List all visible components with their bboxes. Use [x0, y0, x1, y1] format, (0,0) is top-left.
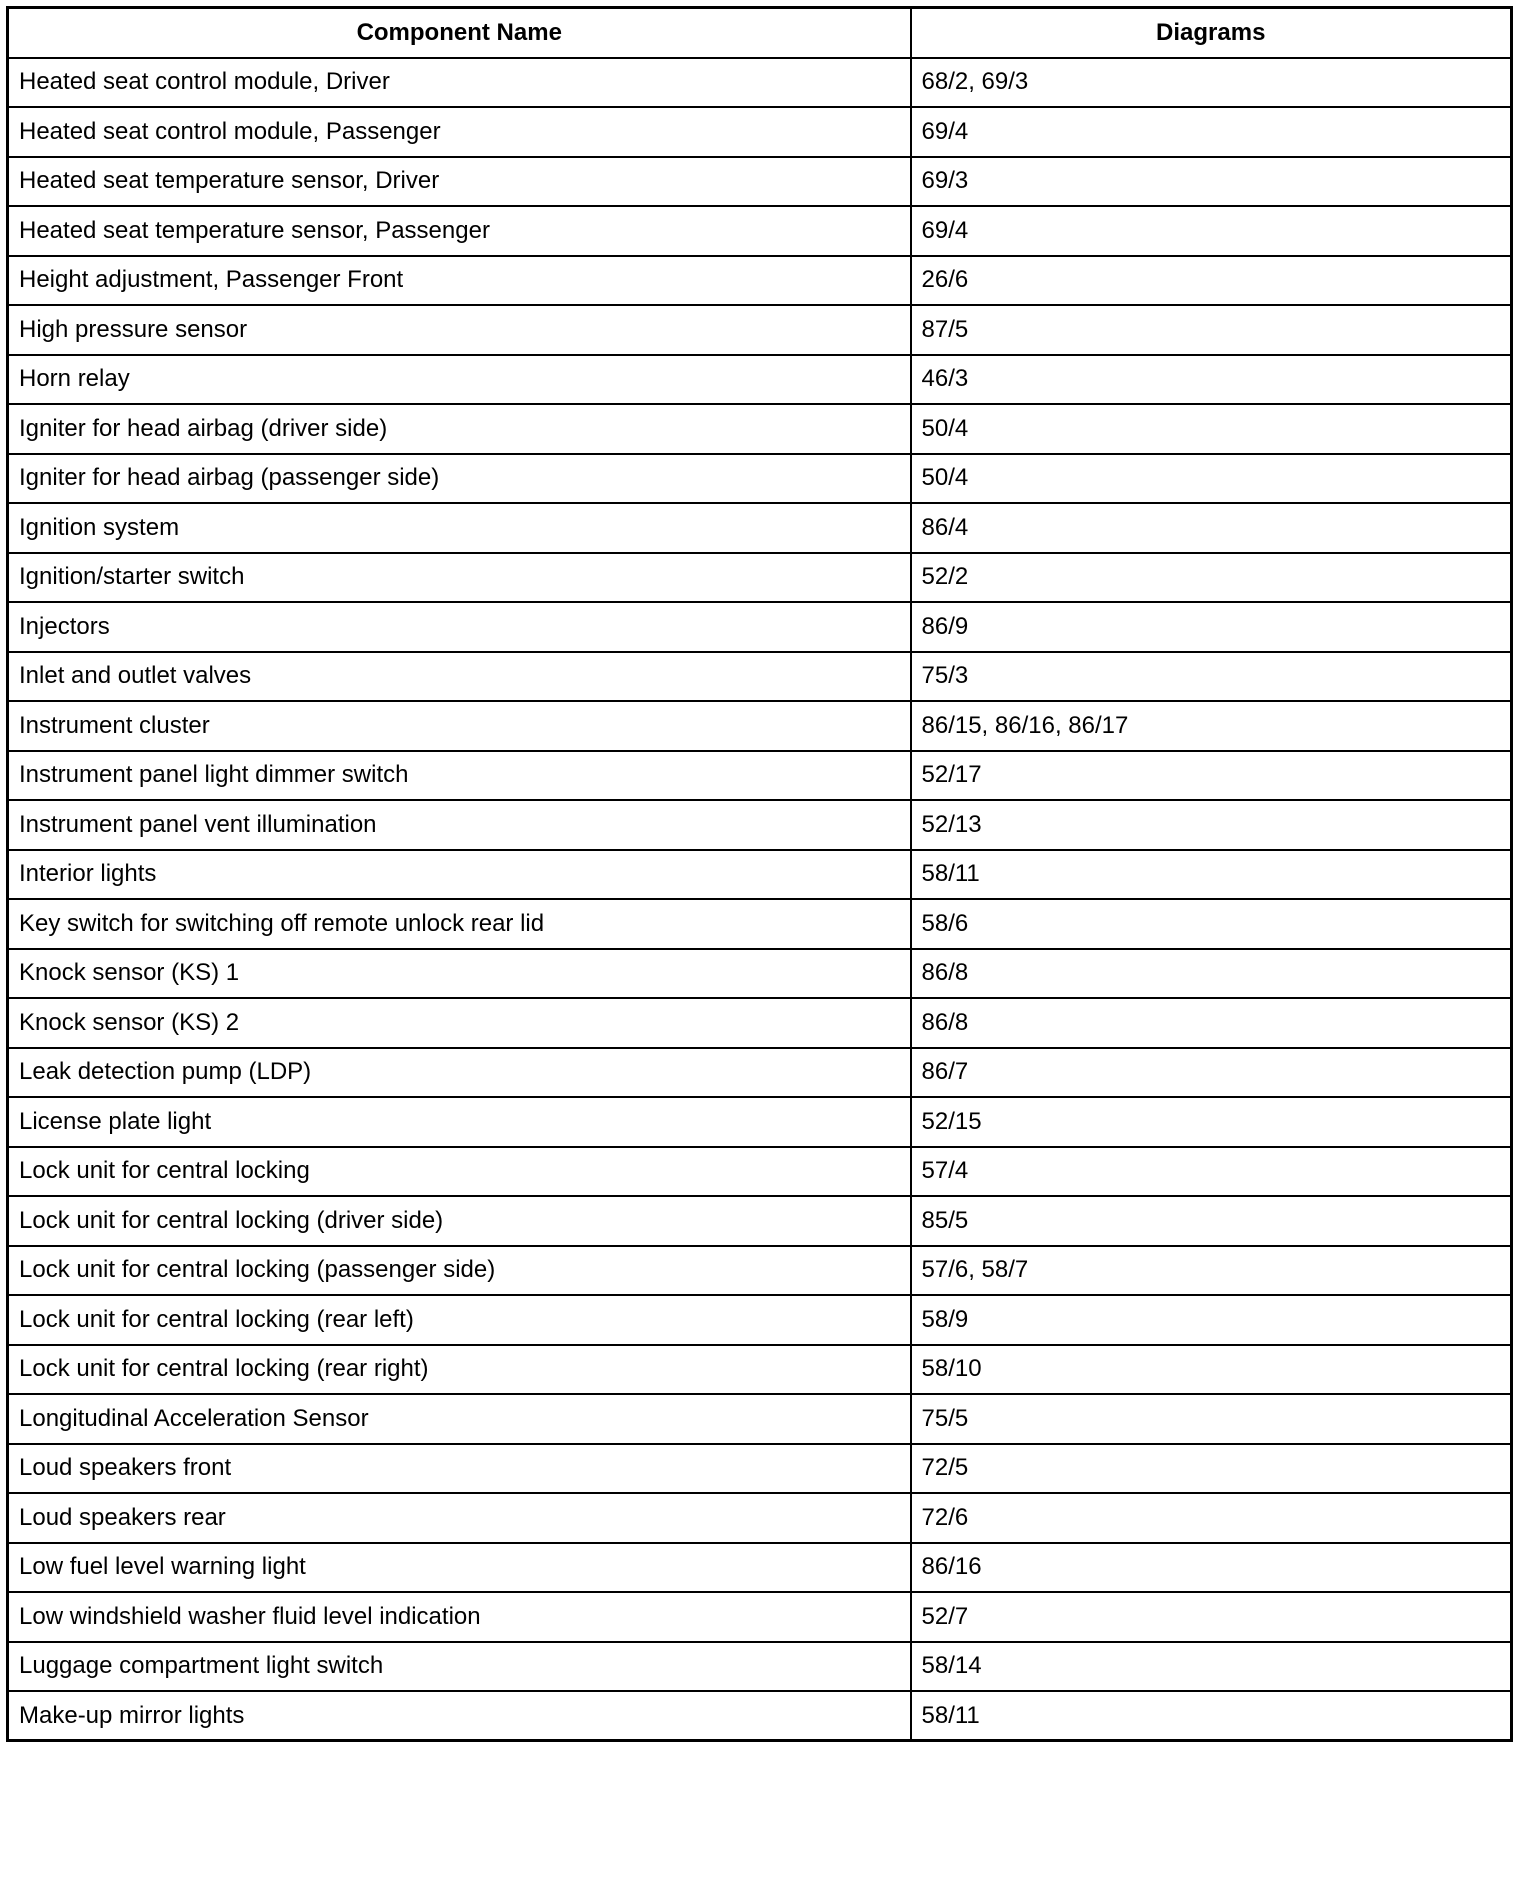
component-name-cell: Ignition/starter switch [8, 553, 911, 603]
table-row [8, 553, 1512, 603]
table-row [8, 949, 1512, 999]
table-row [8, 1543, 1512, 1593]
diagrams-cell: 86/16 [911, 1543, 1512, 1593]
component-name-cell: Heated seat temperature sensor, Driver [8, 157, 911, 207]
diagrams-cell: 68/2, 69/3 [911, 58, 1512, 108]
component-name-cell: Lock unit for central locking (rear left) [8, 1295, 911, 1345]
component-name-cell: Instrument cluster [8, 701, 911, 751]
table-row [8, 899, 1512, 949]
table-row [8, 998, 1512, 1048]
diagrams-cell: 58/14 [911, 1642, 1512, 1692]
table-row [8, 751, 1512, 801]
header-diagrams: Diagrams [911, 8, 1512, 58]
component-name-cell: Lock unit for central locking (rear right) [8, 1345, 911, 1395]
component-name-cell: Igniter for head airbag (passenger side) [8, 454, 911, 504]
table-row [8, 1444, 1512, 1494]
diagrams-cell: 46/3 [911, 355, 1512, 405]
table-row [8, 1196, 1512, 1246]
table-row [8, 107, 1512, 157]
header-row [8, 8, 1512, 58]
diagrams-cell: 87/5 [911, 305, 1512, 355]
diagrams-cell: 69/3 [911, 157, 1512, 207]
table-row [8, 1691, 1512, 1741]
component-name-cell: Low fuel level warning light [8, 1543, 911, 1593]
diagrams-cell: 72/5 [911, 1444, 1512, 1494]
component-name-cell: Heated seat control module, Driver [8, 58, 911, 108]
table-row [8, 1394, 1512, 1444]
component-name-cell: Instrument panel vent illumination [8, 800, 911, 850]
diagrams-cell: 86/4 [911, 503, 1512, 553]
diagrams-cell: 69/4 [911, 206, 1512, 256]
component-name-cell: Make-up mirror lights [8, 1691, 911, 1741]
diagrams-cell: 75/5 [911, 1394, 1512, 1444]
component-name-cell: Injectors [8, 602, 911, 652]
component-name-cell: Key switch for switching off remote unlock rear lid [8, 899, 911, 949]
table-row [8, 1048, 1512, 1098]
diagrams-cell: 69/4 [911, 107, 1512, 157]
diagrams-cell: 86/9 [911, 602, 1512, 652]
table-row [8, 1246, 1512, 1296]
component-name-cell: Knock sensor (KS) 2 [8, 998, 911, 1048]
component-name-cell: License plate light [8, 1097, 911, 1147]
table-row [8, 206, 1512, 256]
table-row [8, 701, 1512, 751]
table-row [8, 58, 1512, 108]
table-row [8, 1345, 1512, 1395]
diagrams-cell: 86/8 [911, 998, 1512, 1048]
component-name-cell: High pressure sensor [8, 305, 911, 355]
component-name-cell: Loud speakers rear [8, 1493, 911, 1543]
table-row [8, 652, 1512, 702]
component-name-cell: Inlet and outlet valves [8, 652, 911, 702]
diagrams-cell: 58/6 [911, 899, 1512, 949]
diagrams-cell: 52/17 [911, 751, 1512, 801]
component-name-cell: Lock unit for central locking [8, 1147, 911, 1197]
diagrams-cell: 75/3 [911, 652, 1512, 702]
table-row [8, 157, 1512, 207]
header-component-name: Component Name [8, 8, 911, 58]
component-name-cell: Lock unit for central locking (driver side) [8, 1196, 911, 1246]
diagrams-cell: 58/11 [911, 850, 1512, 900]
diagrams-cell: 52/7 [911, 1592, 1512, 1642]
component-name-cell: Lock unit for central locking (passenger side) [8, 1246, 911, 1296]
diagrams-cell: 85/5 [911, 1196, 1512, 1246]
diagrams-cell: 72/6 [911, 1493, 1512, 1543]
diagrams-cell: 50/4 [911, 454, 1512, 504]
table-row [8, 256, 1512, 306]
diagrams-cell: 52/2 [911, 553, 1512, 603]
component-name-cell: Horn relay [8, 355, 911, 405]
diagrams-cell: 57/4 [911, 1147, 1512, 1197]
table-row [8, 850, 1512, 900]
table-row [8, 503, 1512, 553]
table-row [8, 1592, 1512, 1642]
diagrams-cell: 86/8 [911, 949, 1512, 999]
diagrams-cell: 50/4 [911, 404, 1512, 454]
component-name-cell: Height adjustment, Passenger Front [8, 256, 911, 306]
table-row [8, 1642, 1512, 1692]
component-name-cell: Knock sensor (KS) 1 [8, 949, 911, 999]
table-row [8, 305, 1512, 355]
diagrams-cell: 58/9 [911, 1295, 1512, 1345]
diagrams-cell: 26/6 [911, 256, 1512, 306]
table-row [8, 454, 1512, 504]
diagrams-cell: 86/15, 86/16, 86/17 [911, 701, 1512, 751]
component-table [6, 6, 1513, 1742]
diagrams-cell: 52/13 [911, 800, 1512, 850]
table-row [8, 800, 1512, 850]
table-row [8, 1493, 1512, 1543]
component-name-cell: Instrument panel light dimmer switch [8, 751, 911, 801]
component-name-cell: Leak detection pump (LDP) [8, 1048, 911, 1098]
component-name-cell: Interior lights [8, 850, 911, 900]
component-name-cell: Igniter for head airbag (driver side) [8, 404, 911, 454]
component-name-cell: Low windshield washer fluid level indication [8, 1592, 911, 1642]
table-row [8, 1295, 1512, 1345]
component-diagram-table [6, 6, 1510, 1742]
component-name-cell: Heated seat temperature sensor, Passenger [8, 206, 911, 256]
table-row [8, 602, 1512, 652]
diagrams-cell: 58/10 [911, 1345, 1512, 1395]
table-row [8, 404, 1512, 454]
component-name-cell: Loud speakers front [8, 1444, 911, 1494]
diagrams-cell: 58/11 [911, 1691, 1512, 1741]
component-name-cell: Heated seat control module, Passenger [8, 107, 911, 157]
component-name-cell: Longitudinal Acceleration Sensor [8, 1394, 911, 1444]
diagrams-cell: 57/6, 58/7 [911, 1246, 1512, 1296]
table-row [8, 355, 1512, 405]
table-row [8, 1147, 1512, 1197]
table-row [8, 1097, 1512, 1147]
table-body [8, 58, 1512, 1741]
component-name-cell: Ignition system [8, 503, 911, 553]
diagrams-cell: 86/7 [911, 1048, 1512, 1098]
component-name-cell: Luggage compartment light switch [8, 1642, 911, 1692]
diagrams-cell: 52/15 [911, 1097, 1512, 1147]
